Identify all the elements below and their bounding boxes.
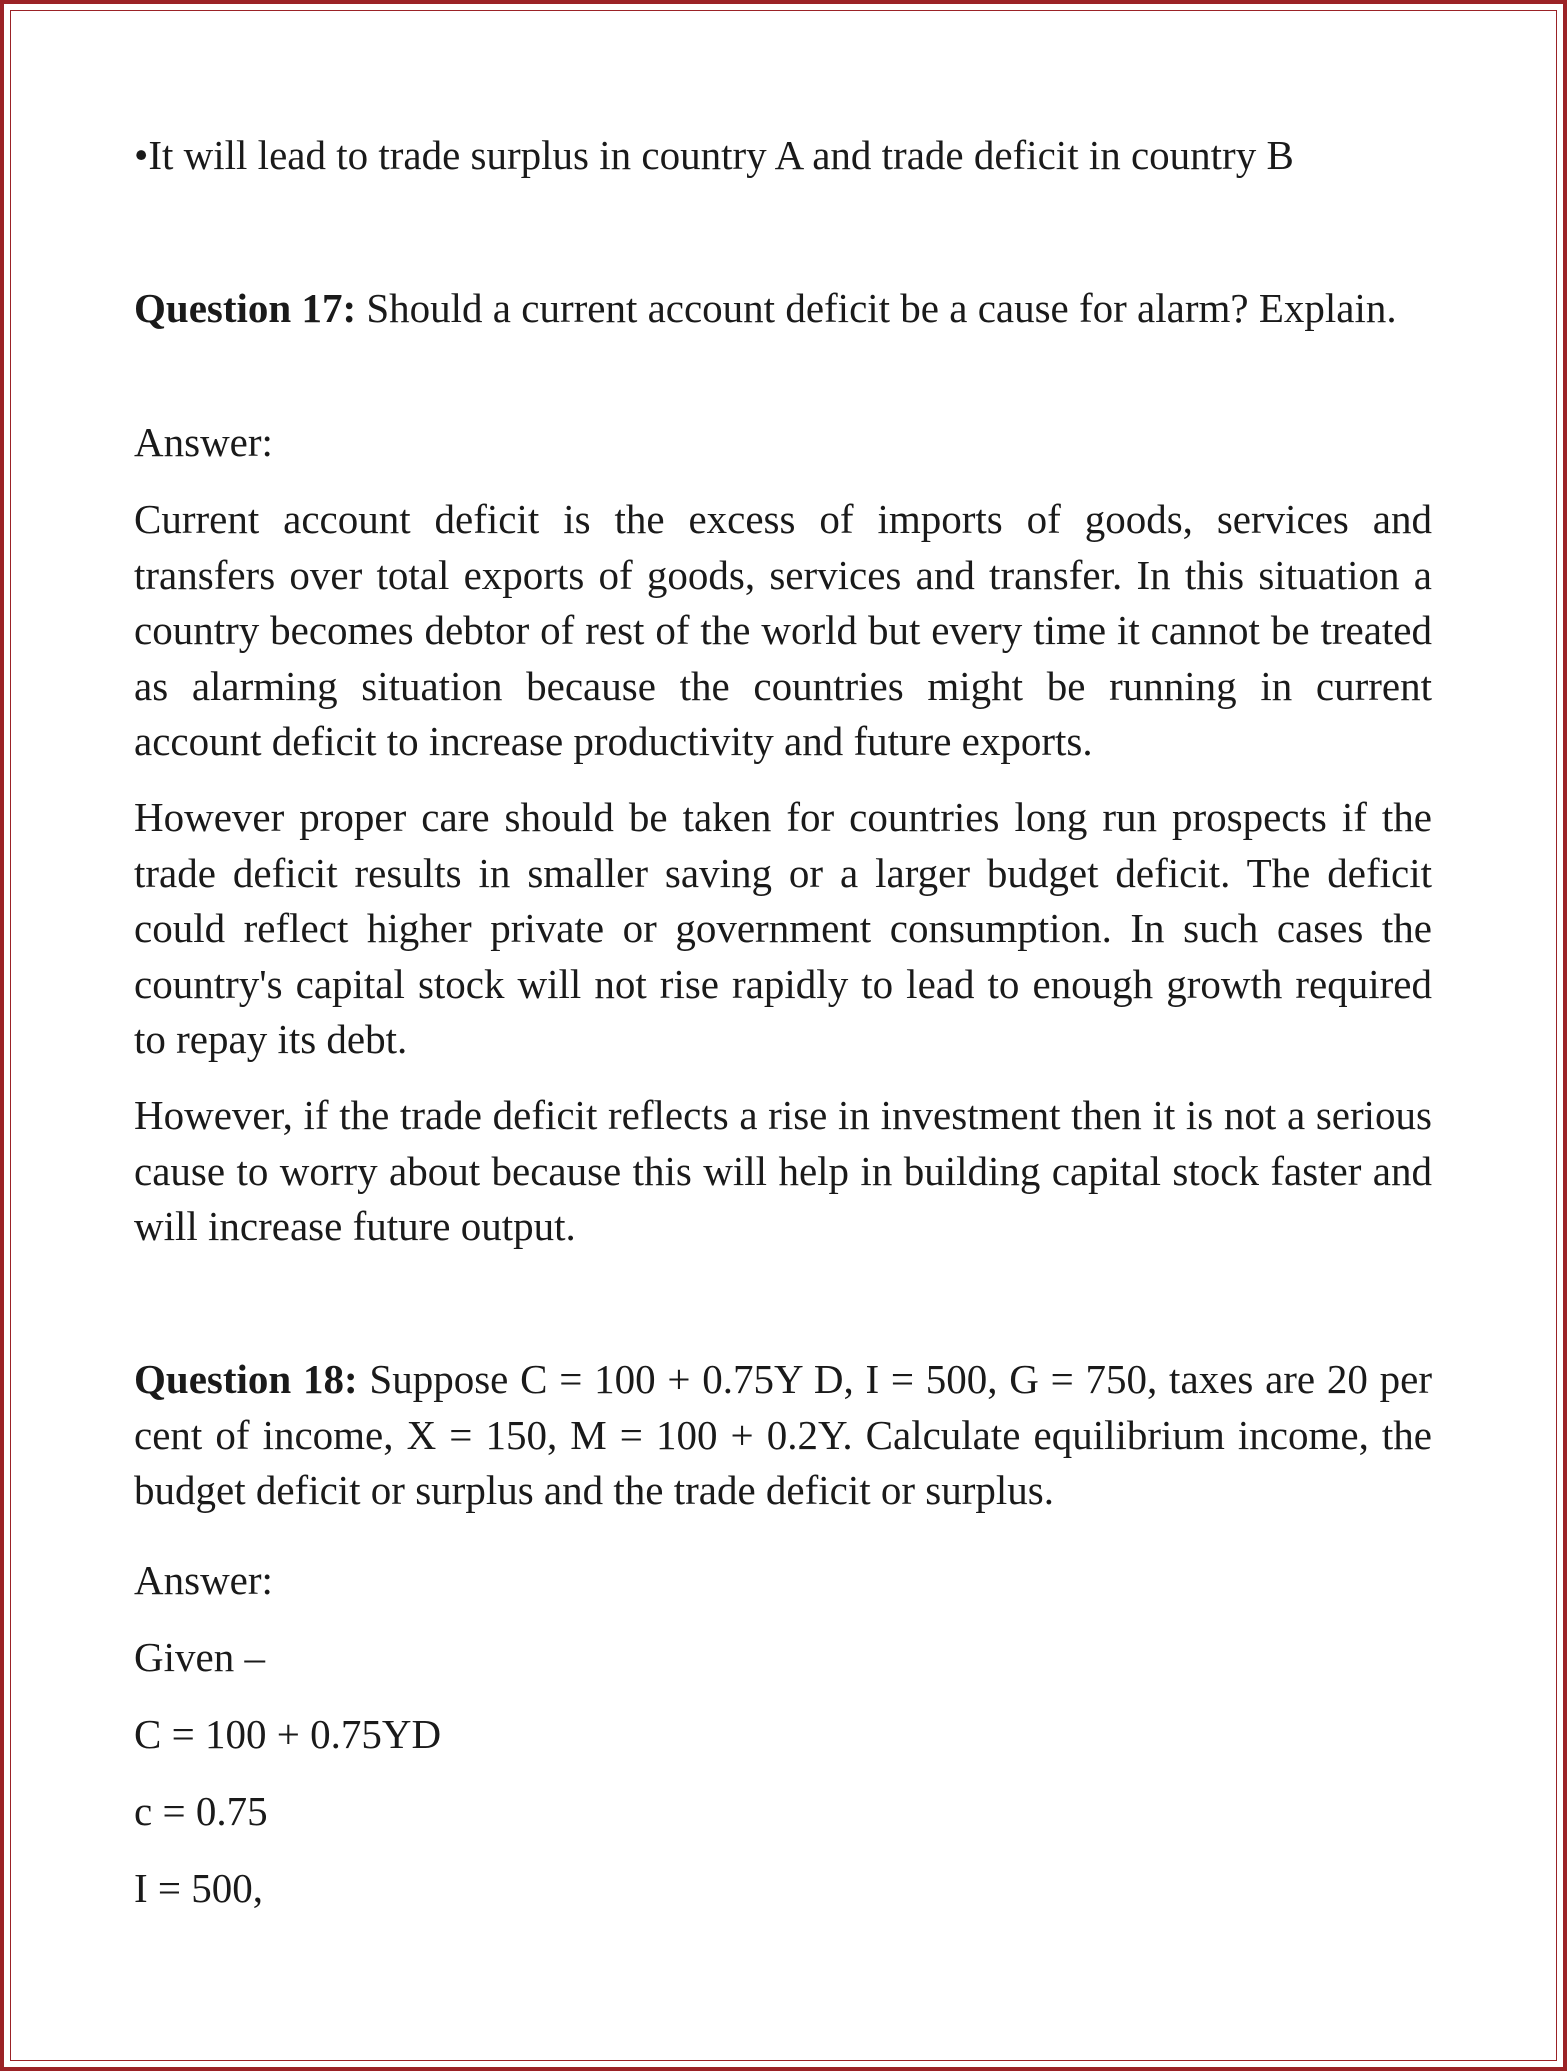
question-18-label: Question 18: xyxy=(134,1356,358,1402)
question-17-label: Question 17: xyxy=(134,285,357,331)
question-18-text: Suppose C = 100 + 0.75Y D, I = 500, G = 750, taxes are 20 per cent of income, X = 150, M = 100 + 0.2Y. Calculate equilibrium income, the budget deficit or surplus and the trade deficit or surplus. xyxy=(134,1356,1432,1513)
question-17-text: Should a current account deficit be a cause for alarm? Explain. xyxy=(366,285,1397,331)
question-17-answer-label: Answer: xyxy=(134,419,273,465)
question-17-paragraph-1: Current account deficit is the excess of imports of goods, services and transfers over total exports of goods, services and transfer. In this situation a country becomes debtor of rest of the world but every time it cannot be treated as alarming situation because the countries might be running in current account deficit to increase productivity and future exports. xyxy=(134,496,1432,764)
question-17-paragraph-3: However, if the trade deficit reflects a rise in investment then it is not a serious cause to worry about because this will help in building capital stock faster and will increase future output. xyxy=(134,1092,1432,1249)
given-consumption-function: C = 100 + 0.75YD xyxy=(134,1711,442,1757)
given-investment: I = 500, xyxy=(134,1865,264,1911)
question-17 xyxy=(134,281,1432,337)
given-mpc: c = 0.75 xyxy=(134,1788,268,1834)
question-18-answer-label: Answer: xyxy=(134,1557,273,1603)
bullet-point: •It will lead to trade surplus in country A and trade deficit in country B xyxy=(134,132,1294,178)
given-label: Given – xyxy=(134,1634,265,1680)
question-17-paragraph-2: However proper care should be taken for countries long run prospects if the trade deficit results in smaller saving or a larger budget deficit. The deficit could reflect higher private or government consumption. In such cases the country's capital stock will not rise rapidly to lead to enough growth required to repay its debt. xyxy=(134,794,1432,1062)
question-18 xyxy=(134,1352,1432,1519)
